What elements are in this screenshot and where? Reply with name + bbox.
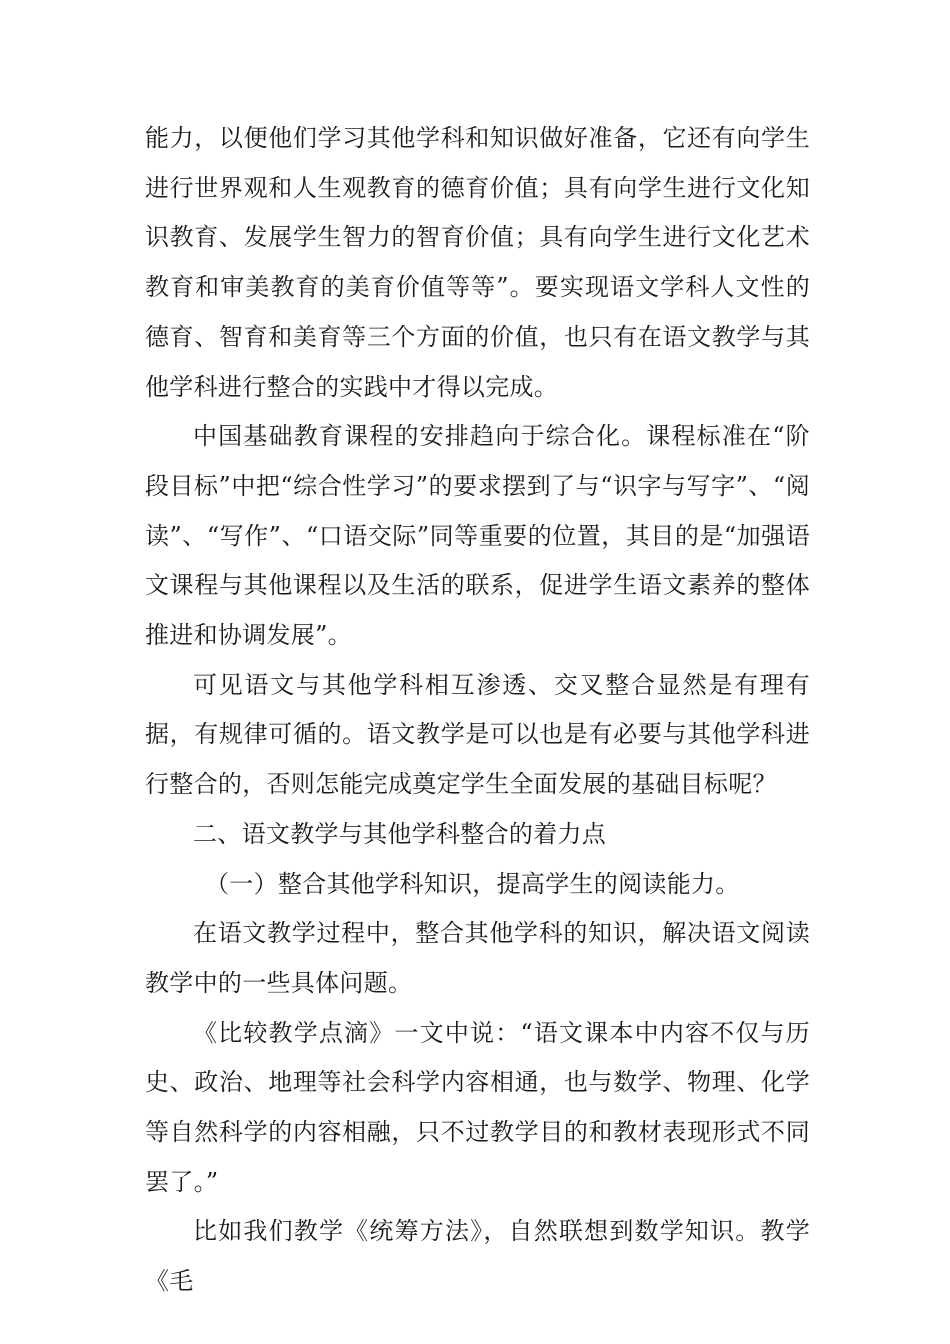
subsection-heading: （一）整合其他学科知识，提高学生的阅读能力。 <box>205 869 740 898</box>
paragraph-example: 比如我们教学《统筹方法》，自然联想到数学知识。教学《毛 <box>145 1217 810 1296</box>
paragraph-continuation: 能力，以便他们学习其他学科和知识做好准备，它还有向学生进行世界观和人生观教育的德育价值；具有向学生进行文化知识教育、发展学生智力的智育价值；具有向学生进行文化艺术教育和审美教育的美育价值等等”。要实现语文学科人文性的德育、智育和美育等三个方面的价值，也只有在语文教学与其他学科进行整合的实践中才得以完成。 <box>145 124 810 401</box>
paragraph-curriculum: 中国基础教育课程的安排趋向于综合化。课程标准在“阶段目标”中把“综合性学习”的要求摆到了与“识字与写字”、“阅读”、“写作”、“口语交际”同等重要的位置，其目的是“加强语文课程与其他课程以及生活的联系，促进学生语文素养的整体推进和协调发展”。 <box>145 422 810 650</box>
document-body <box>145 114 810 1307</box>
section-heading: 二、语文教学与其他学科整合的着力点 <box>193 819 607 848</box>
paragraph-conclusion: 可见语文与其他学科相互渗透、交叉整合显然是有理有据，有规律可循的。语文教学是可以也是有必要与其他学科进行整合的，否则怎能完成奠定学生全面发展的基础目标呢？ <box>145 670 810 799</box>
paragraph-integration: 在语文教学过程中，整合其他学科的知识，解决语文阅读教学中的一些具体问题。 <box>145 919 810 997</box>
paragraph-quote: 《比较教学点滴》一文中说：“语文课本中内容不仅与历史、政治、地理等社会科学内容相通，也与数学、物理、化学等自然科学的内容相融，只不过教学目的和教材表现形式不同罢了。” <box>145 1018 810 1196</box>
